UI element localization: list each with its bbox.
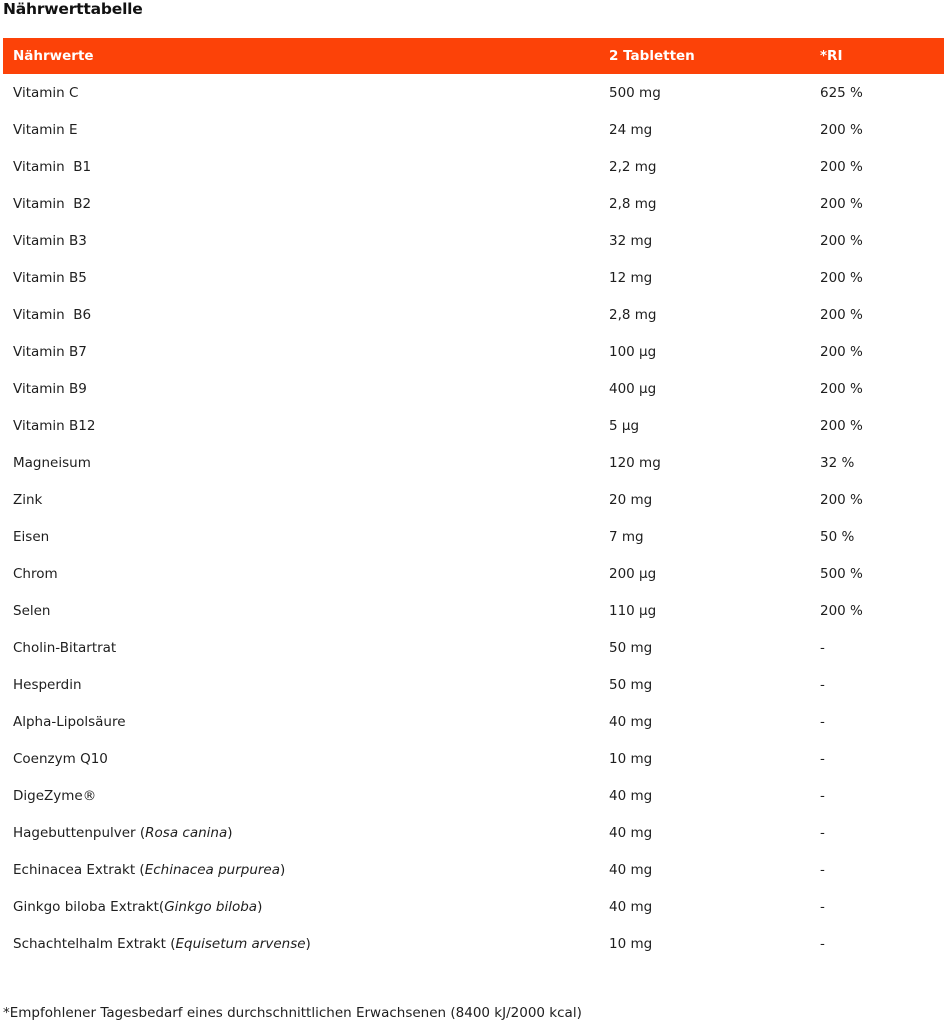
amount-cell: 400 µg (609, 380, 657, 397)
latin-name: Equisetum arvense (175, 935, 306, 952)
amount-cell: 20 mg (609, 491, 653, 508)
ri-cell: 200 % (820, 343, 863, 360)
ri-cell: 50 % (820, 528, 855, 545)
nutrient-name (3, 122, 609, 138)
name-suffix: ) (305, 935, 311, 952)
nutrient-name (3, 714, 609, 730)
table-row (3, 444, 944, 481)
table-row (3, 333, 944, 370)
amount-cell: 120 mg (609, 454, 661, 471)
amount-cell: 7 mg (609, 528, 644, 545)
nutrient-name-text: Vitamin B1 (13, 158, 92, 175)
amount-cell: 12 mg (609, 269, 653, 286)
ri-cell: 625 % (820, 84, 863, 101)
nutrition-table (3, 38, 944, 962)
table-row (3, 518, 944, 555)
amount-cell: 40 mg (609, 861, 653, 878)
ri-cell: - (820, 787, 825, 804)
ri-cell: - (820, 861, 825, 878)
ri-cell: - (820, 750, 825, 767)
amount-cell: 5 µg (609, 417, 640, 434)
amount-cell: 2,8 mg (609, 195, 657, 212)
nutrient-name (3, 529, 609, 545)
ri-cell: - (820, 824, 825, 841)
nutrient-name (3, 677, 609, 693)
table-row (3, 222, 944, 259)
nutrient-name (3, 233, 609, 249)
nutrient-name-text: Alpha-Lipolsäure (13, 713, 126, 730)
nutrient-name-text: Vitamin B5 (13, 269, 87, 286)
table-row (3, 666, 944, 703)
ri-cell: - (820, 639, 825, 656)
latin-name: Rosa canina (145, 824, 228, 841)
nutrient-name-text: Ginkgo biloba Extrakt( (13, 898, 165, 915)
header-ri: *RI (820, 48, 843, 64)
nutrient-name-text: Vitamin B3 (13, 232, 87, 249)
ri-cell: 200 % (820, 269, 863, 286)
nutrient-name-text: Eisen (13, 528, 50, 545)
latin-name: Ginkgo biloba (164, 898, 258, 915)
nutrient-name-text: Echinacea Extrakt ( (13, 861, 145, 878)
ri-cell: - (820, 935, 825, 952)
table-header-row (3, 38, 944, 74)
nutrient-name-text: Vitamin B2 (13, 195, 92, 212)
nutrient-name (3, 603, 609, 619)
nutrient-name (3, 270, 609, 286)
ri-cell: 500 % (820, 565, 863, 582)
nutrient-name (3, 566, 609, 582)
amount-cell: 32 mg (609, 232, 653, 249)
ri-cell: 200 % (820, 232, 863, 249)
ri-cell: - (820, 676, 825, 693)
amount-cell: 500 mg (609, 84, 661, 101)
nutrient-name (3, 936, 609, 952)
table-row (3, 629, 944, 666)
nutrient-name (3, 307, 609, 323)
table-row (3, 703, 944, 740)
nutrient-name-text: Vitamin B12 (13, 417, 96, 434)
ri-cell: 200 % (820, 602, 863, 619)
amount-cell: 10 mg (609, 750, 653, 767)
latin-name: Echinacea purpurea (144, 861, 280, 878)
nutrient-name (3, 85, 609, 101)
amount-cell: 40 mg (609, 824, 653, 841)
ri-cell: 200 % (820, 158, 863, 175)
table-row (3, 888, 944, 925)
table-row (3, 481, 944, 518)
nutrient-name-text: Vitamin E (13, 121, 78, 138)
nutrient-name (3, 899, 609, 915)
ri-cell: 200 % (820, 306, 863, 323)
table-row (3, 296, 944, 333)
amount-cell: 10 mg (609, 935, 653, 952)
nutrient-name (3, 640, 609, 656)
amount-cell: 200 µg (609, 565, 657, 582)
table-row (3, 185, 944, 222)
nutrient-name-text: Vitamin B6 (13, 306, 92, 323)
table-row (3, 111, 944, 148)
ri-cell: 200 % (820, 417, 863, 434)
nutrient-name-text: Hesperdin (13, 676, 82, 693)
header-nutrients: Nährwerte (13, 48, 94, 64)
amount-cell: 40 mg (609, 787, 653, 804)
table-row (3, 777, 944, 814)
table-row (3, 925, 944, 962)
table-row (3, 592, 944, 629)
nutrient-name-text: Coenzym Q10 (13, 750, 108, 767)
ri-cell: 200 % (820, 491, 863, 508)
amount-cell: 50 mg (609, 639, 653, 656)
table-row (3, 851, 944, 888)
table-row (3, 407, 944, 444)
nutrient-name (3, 196, 609, 212)
nutrient-name-text: Zink (13, 491, 43, 508)
table-row (3, 259, 944, 296)
nutrient-name-text: Vitamin C (13, 84, 79, 101)
amount-cell: 110 µg (609, 602, 657, 619)
table-body (3, 74, 944, 962)
ri-cell: 200 % (820, 195, 863, 212)
nutrient-name (3, 492, 609, 508)
page-title: Nährwerttabelle (3, 0, 143, 18)
nutrient-name (3, 455, 609, 471)
nutrient-name (3, 751, 609, 767)
name-suffix: ) (280, 861, 286, 878)
nutrient-name-text: Selen (13, 602, 51, 619)
nutrient-name (3, 418, 609, 434)
ri-cell: 32 % (820, 454, 855, 471)
nutrient-name (3, 788, 609, 804)
table-row (3, 814, 944, 851)
ri-cell: 200 % (820, 380, 863, 397)
nutrient-name (3, 825, 609, 841)
nutrient-name-text: Vitamin B7 (13, 343, 87, 360)
nutrient-name-text: Cholin-Bitartrat (13, 639, 117, 656)
ri-cell: - (820, 713, 825, 730)
amount-cell: 100 µg (609, 343, 657, 360)
nutrient-name (3, 159, 609, 175)
nutrient-name-text: Schachtelhalm Extrakt ( (13, 935, 176, 952)
table-row (3, 74, 944, 111)
nutrient-name-text: Hagebuttenpulver ( (13, 824, 146, 841)
table-row (3, 740, 944, 777)
nutrient-name-text: Chrom (13, 565, 58, 582)
header-amount: 2 Tabletten (609, 48, 695, 64)
amount-cell: 40 mg (609, 713, 653, 730)
nutrient-name (3, 381, 609, 397)
name-suffix: ) (227, 824, 233, 841)
ri-cell: - (820, 898, 825, 915)
nutrient-name-text: DigeZyme® (13, 787, 97, 804)
amount-cell: 24 mg (609, 121, 653, 138)
nutrient-name-text: Vitamin B9 (13, 380, 87, 397)
nutrient-name (3, 344, 609, 360)
amount-cell: 50 mg (609, 676, 653, 693)
table-row (3, 555, 944, 592)
nutrient-name (3, 862, 609, 878)
name-suffix: ) (257, 898, 263, 915)
amount-cell: 2,2 mg (609, 158, 657, 175)
amount-cell: 40 mg (609, 898, 653, 915)
amount-cell: 2,8 mg (609, 306, 657, 323)
table-row (3, 148, 944, 185)
ri-cell: 200 % (820, 121, 863, 138)
nutrient-name-text: Magneisum (13, 454, 91, 471)
table-row (3, 370, 944, 407)
footnote: *Empfohlener Tagesbedarf eines durchschnittlichen Erwachsenen (8400 kJ/2000 kcal) (3, 1005, 582, 1021)
